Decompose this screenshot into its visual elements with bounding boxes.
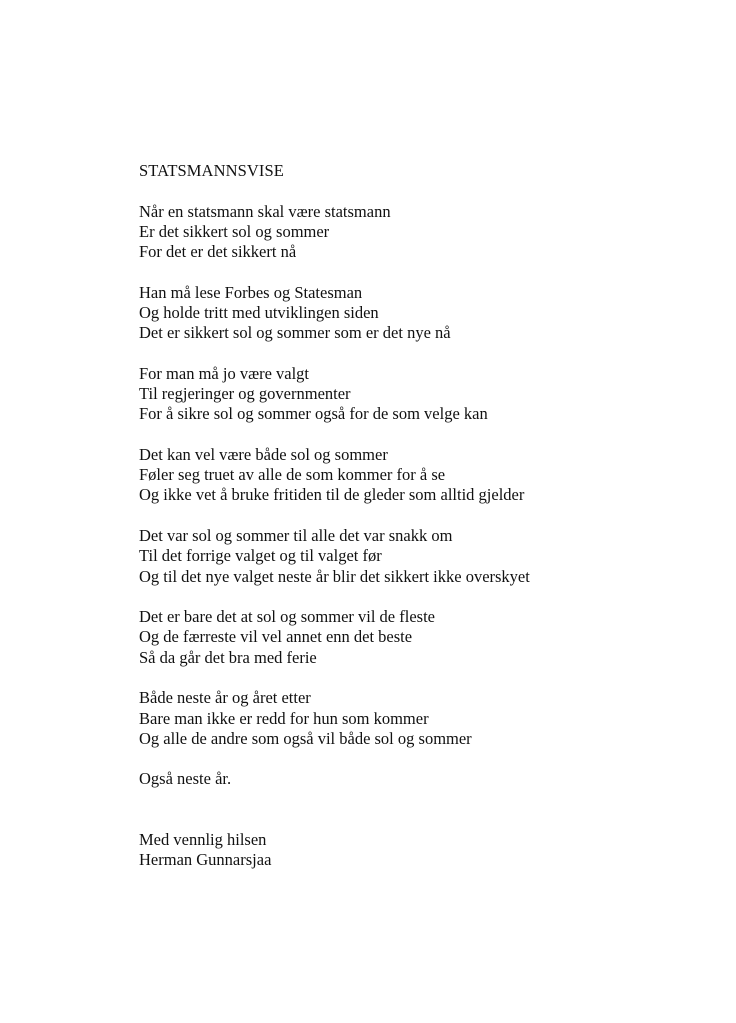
poem-line: Bare man ikke er redd for hun som kommer [139, 708, 429, 728]
poem-line: Det var sol og sommer til alle det var snakk om [139, 526, 453, 546]
signoff-block [139, 830, 699, 870]
poem-line: Til det forrige valget og til valget før [139, 546, 382, 566]
poem-line: Og alle de andre som også vil både sol og sommer [139, 728, 472, 748]
stanza-1 [139, 202, 699, 263]
stanza-5 [139, 526, 699, 587]
stanza-2 [139, 283, 699, 344]
poem-line: Og ikke vet å bruke fritiden til de gleder som alltid gjelder [139, 485, 525, 505]
poem-line: Det er bare det at sol og sommer vil de fleste [139, 607, 435, 627]
poem-line: For man må jo være valgt [139, 363, 310, 383]
poem-line: Er det sikkert sol og sommer [139, 221, 330, 241]
poem-line: Når en statsmann skal være statsmann [139, 201, 391, 221]
stanza-3 [139, 364, 699, 425]
poem-line: Og de færreste vil vel annet enn det beste [139, 627, 413, 647]
document-body [139, 161, 699, 870]
poem-line: Og holde tritt med utviklingen siden [139, 303, 379, 323]
poem-title: STATSMANNSVISE [139, 161, 284, 180]
poem-line: Han må lese Forbes og Statesman [139, 282, 363, 302]
poem-line: Det er sikkert sol og sommer som er det nye nå [139, 323, 451, 343]
signoff-greeting: Med vennlig hilsen [139, 829, 267, 849]
poem-line: For å sikre sol og sommer også for de som velge kan [139, 404, 488, 424]
poem-line: For det er det sikkert nå [139, 242, 297, 262]
closing-line: Også neste år. [139, 769, 232, 789]
stanza-4 [139, 445, 699, 506]
signoff-name: Herman Gunnarsjaa [139, 849, 272, 869]
stanza-6 [139, 607, 699, 668]
poem-line: Både neste år og året etter [139, 688, 311, 708]
poem-line: Så da går det bra med ferie [139, 647, 317, 667]
poem-line: Det kan vel være både sol og sommer [139, 445, 388, 465]
poem-line: Og til det nye valget neste år blir det sikkert ikke overskyet [139, 566, 530, 586]
stanza-7 [139, 688, 699, 749]
poem-line: Føler seg truet av alle de som kommer for å se [139, 465, 446, 485]
poem-line: Til regjeringer og governmenter [139, 384, 351, 404]
